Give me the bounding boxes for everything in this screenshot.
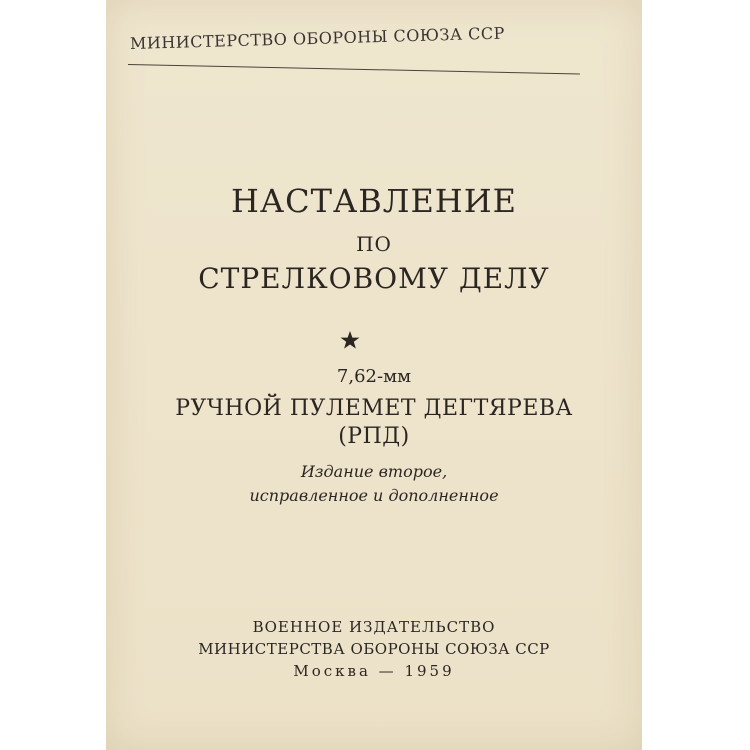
title-line-2: ПО bbox=[356, 232, 392, 256]
title-line-3: СТРЕЛКОВОМУ ДЕЛУ bbox=[198, 262, 550, 295]
caliber-label: 7,62-мм bbox=[336, 366, 412, 387]
edition-line-2: исправленное и дополненное bbox=[249, 486, 499, 505]
ministry-header: МИНИСТЕРСТВО ОБОРОНЫ СОЮЗА ССР bbox=[129, 23, 506, 53]
title-line-1: НАСТАВЛЕНИЕ bbox=[231, 182, 517, 220]
publisher-line-2: МИНИСТЕРСТВА ОБОРОНЫ СОЮЗА ССР bbox=[198, 640, 550, 658]
header-rule bbox=[128, 64, 580, 74]
publisher-line-1: ВОЕННОЕ ИЗДАТЕЛЬСТВО bbox=[252, 618, 496, 636]
publisher-city-year: Москва — 1959 bbox=[293, 662, 455, 680]
weapon-name: РУЧНОЙ ПУЛЕМЕТ ДЕГТЯРЕВА bbox=[175, 396, 573, 421]
weapon-abbreviation: (РПД) bbox=[338, 424, 410, 449]
title-page bbox=[106, 0, 642, 750]
edition-line-1: Издание второе, bbox=[300, 462, 448, 481]
star-icon bbox=[340, 330, 360, 350]
